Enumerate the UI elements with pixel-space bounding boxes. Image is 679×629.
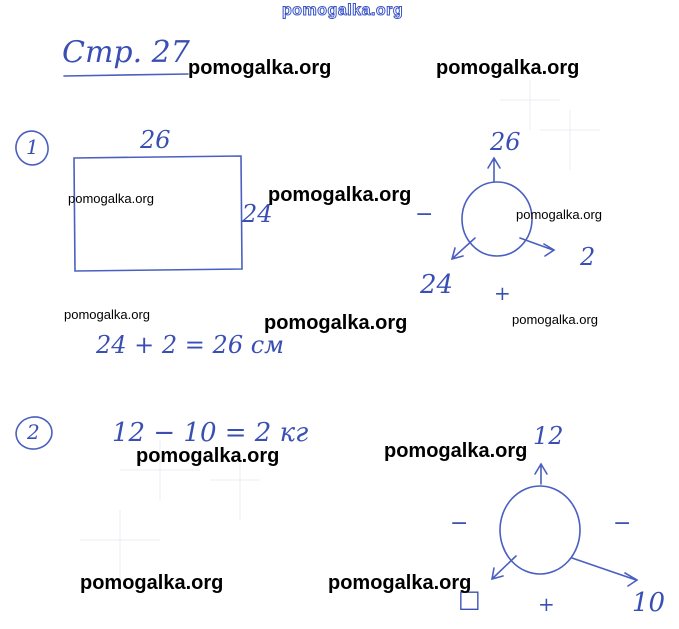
task2-circle-top: 12 — [533, 422, 564, 450]
watermark: pomogalka.org — [328, 572, 472, 594]
task2-equation: 12 − 10 = 2 кг — [112, 418, 309, 448]
watermark: pomogalka.org — [64, 307, 150, 322]
task1-sign-minus: − — [415, 202, 434, 227]
task1-rect-top-label: 26 — [140, 126, 171, 154]
watermark: pomogalka.org — [384, 440, 528, 462]
watermark: pomogalka.org — [264, 312, 408, 334]
header-underline — [64, 74, 188, 76]
task2-sign-plus: + — [538, 592, 555, 616]
task1-number: 1 — [26, 135, 39, 159]
task2-circle-left-bottom: □ — [458, 585, 481, 613]
task1-rectangle — [74, 156, 242, 271]
task2-sign-minus-left: − — [450, 511, 469, 536]
watermark: pomogalka.org — [68, 191, 154, 206]
task1-circle-left-bottom: 24 — [420, 270, 454, 300]
task1-sign-plus: + — [494, 281, 511, 305]
watermark: pomogalka.org — [188, 57, 332, 79]
task1-circle-top: 26 — [490, 128, 521, 156]
task2-arrow-up — [535, 464, 547, 484]
task2-sign-minus-right: − — [613, 511, 632, 536]
task1-arrow-right — [520, 238, 554, 256]
task1-arrow-up — [488, 158, 500, 182]
task1-arrow-left — [452, 238, 475, 259]
task2-circle-right-bottom: 10 — [632, 588, 666, 618]
watermark: pomogalka.org — [80, 572, 224, 594]
watermark: pomogalka.org — [516, 207, 602, 222]
watermark-top: pomogalka.org — [282, 2, 404, 19]
watermark: pomogalka.org — [512, 312, 598, 327]
task1-rect-side-label: 24 — [242, 200, 273, 228]
task1-equation: 24 + 2 = 26 см — [96, 331, 285, 359]
page-label: Стр. 27 — [62, 35, 190, 70]
task2-arrow-right — [572, 558, 637, 586]
watermark: pomogalka.org — [136, 445, 280, 467]
watermark: pomogalka.org — [436, 57, 580, 79]
task2-number: 2 — [27, 420, 40, 444]
task2-arrow-left — [492, 556, 516, 579]
task1-circle-right-bottom: 2 — [580, 243, 596, 271]
watermark: pomogalka.org — [268, 184, 412, 206]
